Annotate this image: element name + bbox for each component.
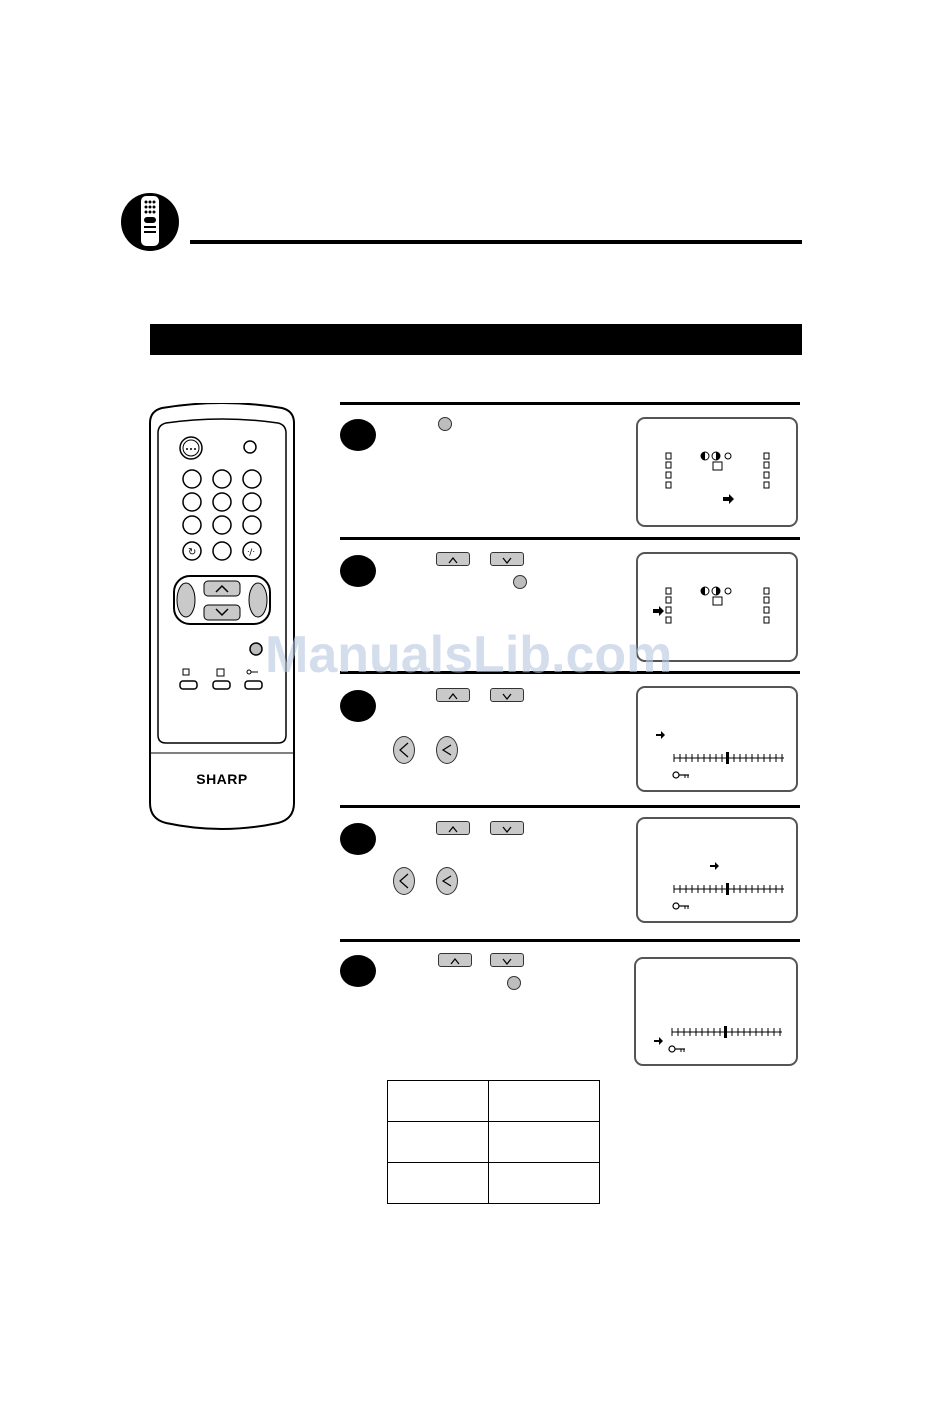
menu-button-icon (513, 575, 527, 589)
volume-down-button-icon (436, 736, 458, 764)
channel-down-button-icon (490, 821, 524, 835)
key-icon (673, 772, 689, 778)
step-4-bullet (340, 823, 376, 855)
remote-control-icon (121, 193, 179, 251)
osd-screen-4 (636, 817, 798, 923)
step-2-bullet (340, 555, 376, 587)
volume-down-button-icon (436, 867, 458, 895)
channel-down-button-icon (490, 552, 524, 566)
channel-up-button-icon (436, 821, 470, 835)
remote-badge (121, 193, 179, 251)
key-icon (673, 903, 689, 909)
right-arrow-icon (653, 606, 664, 616)
remote-control (148, 403, 296, 833)
settings-table (387, 1080, 600, 1204)
table-cell (388, 1163, 489, 1204)
osd-screen-3 (636, 686, 798, 792)
table-cell (489, 1081, 600, 1122)
volume-up-button-icon (393, 736, 415, 764)
header-rule (190, 240, 802, 244)
table-cell (388, 1081, 489, 1122)
step-1-rule (340, 402, 800, 405)
step-5-rule (340, 939, 800, 942)
step-1-bullet (340, 419, 376, 451)
remote-control-drawing (148, 403, 296, 833)
volume-up-button-icon (393, 867, 415, 895)
channel-down-button-icon (490, 953, 524, 967)
remote-brand: SHARP (196, 771, 248, 787)
table-cell (489, 1122, 600, 1163)
channel-up-button-icon (436, 688, 470, 702)
section-banner (150, 324, 802, 355)
menu-button-icon (438, 417, 452, 431)
svg-text:ᐧ/ᐧ: ᐧ/ᐧ (247, 548, 255, 558)
table-cell (388, 1122, 489, 1163)
channel-down-button-icon (490, 688, 524, 702)
svg-text:↻: ↻ (188, 547, 197, 558)
osd-screen-5 (634, 957, 798, 1066)
osd-screen-1 (636, 417, 798, 527)
watermark: ManualsLib.com (265, 626, 673, 684)
step-2-rule (340, 537, 800, 540)
channel-up-button-icon (438, 953, 472, 967)
right-arrow-icon (723, 494, 734, 504)
step-4-rule (340, 805, 800, 808)
table-cell (489, 1163, 600, 1204)
step-3-bullet (340, 690, 376, 722)
key-icon (669, 1046, 685, 1052)
channel-up-button-icon (436, 552, 470, 566)
menu-button-icon (507, 976, 521, 990)
step-5-bullet (340, 955, 376, 987)
